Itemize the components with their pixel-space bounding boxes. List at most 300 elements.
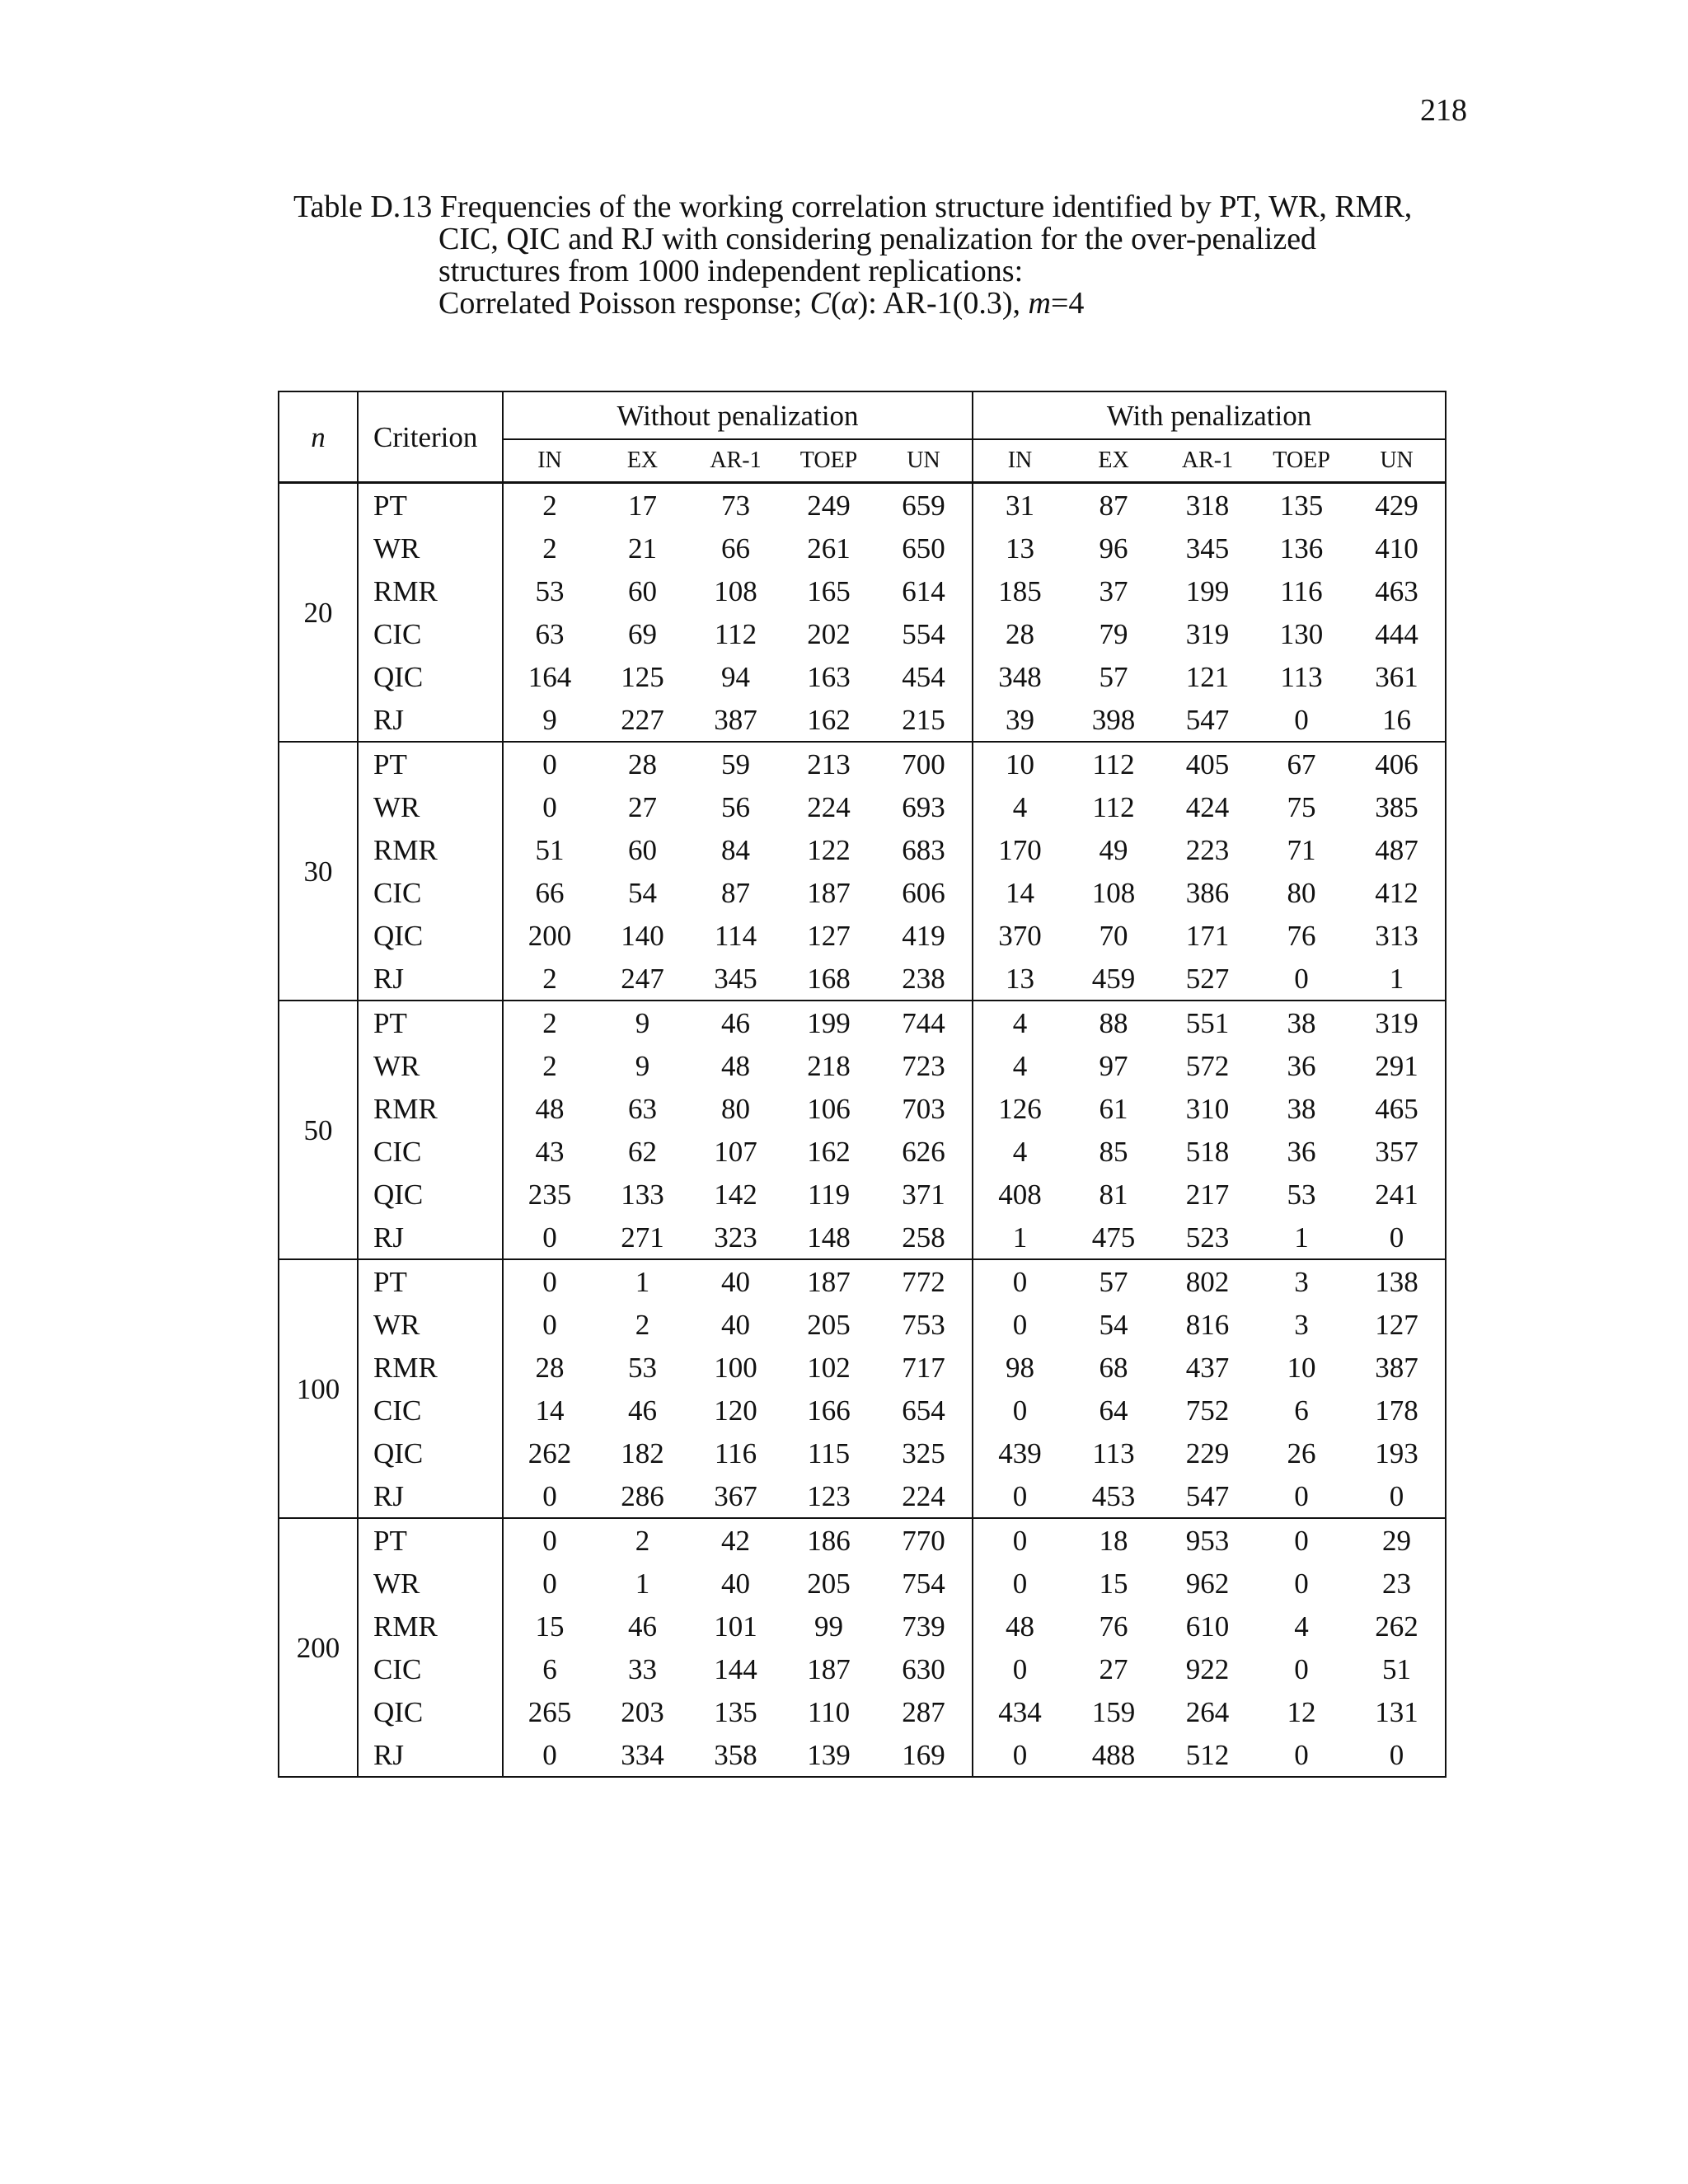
frequency-cell: 1 — [1254, 1216, 1348, 1259]
frequency-cell: 547 — [1160, 698, 1254, 742]
frequency-cell: 357 — [1348, 1130, 1446, 1173]
frequency-cell: 199 — [807, 1006, 851, 1039]
frequency-cell: 408 — [973, 1173, 1067, 1216]
frequency-cell: 434 — [973, 1690, 1067, 1733]
criterion-cell: CIC — [373, 617, 422, 650]
frequency-cell: 168 — [782, 957, 875, 1001]
frequency-cell: 21 — [628, 532, 657, 565]
frequency-cell: 264 — [1185, 1695, 1230, 1728]
frequency-cell: 113 — [1280, 660, 1323, 693]
criterion-header: Criterion — [358, 391, 503, 483]
caption-line-2: CIC, QIC and RJ with considering penalization for the over-penalized — [438, 222, 1317, 256]
frequency-cell: 64 — [1099, 1394, 1128, 1427]
frequency-cell: 0 — [973, 1303, 1067, 1346]
criterion-cell: QIC — [373, 1178, 424, 1211]
frequency-cell: 135 — [1279, 489, 1324, 522]
frequency-cell: 0 — [1348, 1733, 1446, 1777]
frequency-cell: 9 — [503, 698, 596, 742]
frequency-cell: 80 — [721, 1092, 750, 1125]
criterion-cell: PT — [373, 1524, 407, 1557]
frequency-cell: 345 — [689, 957, 782, 1001]
frequency-cell: 262 — [1348, 1605, 1446, 1647]
frequency-cell: 0 — [973, 1474, 1067, 1518]
criterion-cell: QIC — [373, 1695, 424, 1728]
frequency-cell: 119 — [807, 1178, 851, 1211]
frequency-cell: 205 — [807, 1308, 851, 1341]
frequency-cell: 0 — [503, 1259, 596, 1303]
frequency-cell: 10 — [1287, 1351, 1316, 1384]
frequency-cell: 28 — [503, 1346, 596, 1389]
frequency-cell: 96 — [1099, 532, 1128, 565]
table-row — [279, 612, 1446, 655]
sample-size-cell: 100 — [279, 1259, 358, 1518]
column-header-ar1-without: AR-1 — [689, 439, 782, 483]
frequency-cell: 148 — [782, 1216, 875, 1259]
frequency-cell: 135 — [714, 1695, 757, 1728]
frequency-cell: 370 — [973, 914, 1067, 957]
frequency-cell: 14 — [973, 871, 1067, 914]
sample-size-cell: 30 — [279, 742, 358, 1001]
table-row — [279, 1474, 1446, 1518]
frequency-cell: 75 — [1287, 790, 1316, 823]
frequency-cell: 40 — [721, 1308, 750, 1341]
criterion-cell: RJ — [358, 1733, 503, 1777]
frequency-cell: 0 — [1254, 698, 1348, 742]
frequency-cell: 249 — [807, 489, 851, 522]
frequency-cell: 165 — [807, 574, 851, 607]
frequency-table — [278, 391, 1447, 1778]
frequency-cell: 241 — [1348, 1173, 1446, 1216]
frequency-cell: 1 — [635, 1265, 650, 1298]
table-row — [279, 1432, 1446, 1474]
frequency-cell: 51 — [1348, 1647, 1446, 1690]
table-row — [279, 698, 1446, 742]
criterion-cell: WR — [373, 1308, 420, 1341]
frequency-cell: 754 — [902, 1567, 945, 1600]
frequency-cell: 235 — [503, 1173, 596, 1216]
frequency-cell: 71 — [1287, 833, 1316, 866]
frequency-cell: 238 — [875, 957, 973, 1001]
criterion-cell: RJ — [358, 1474, 503, 1518]
frequency-cell: 28 — [628, 748, 657, 780]
column-header-toep-without: TOEP — [782, 439, 875, 483]
column-header-un-without: UN — [875, 439, 973, 483]
criterion-cell: QIC — [373, 660, 424, 693]
frequency-cell: 0 — [1254, 1474, 1348, 1518]
frequency-cell: 15 — [1099, 1567, 1128, 1600]
frequency-cell: 123 — [782, 1474, 875, 1518]
frequency-cell: 68 — [1099, 1351, 1128, 1384]
table-row — [279, 1690, 1446, 1733]
frequency-cell: 59 — [721, 748, 750, 780]
frequency-cell: 0 — [973, 1389, 1067, 1432]
sample-size-cell: 200 — [279, 1518, 358, 1777]
frequency-cell: 261 — [807, 532, 851, 565]
frequency-cell: 0 — [973, 1259, 1067, 1303]
frequency-cell: 66 — [721, 532, 750, 565]
frequency-cell: 133 — [621, 1178, 664, 1211]
frequency-cell: 217 — [1185, 1178, 1230, 1211]
frequency-cell: 13 — [973, 527, 1067, 569]
frequency-cell: 410 — [1348, 527, 1446, 569]
frequency-cell: 54 — [628, 876, 657, 909]
frequency-cell: 87 — [721, 876, 750, 909]
frequency-cell: 99 — [814, 1610, 843, 1643]
frequency-cell: 358 — [689, 1733, 782, 1777]
frequency-cell: 922 — [1185, 1652, 1230, 1685]
frequency-cell: 0 — [973, 1562, 1067, 1605]
frequency-cell: 67 — [1287, 748, 1316, 780]
frequency-cell: 0 — [1254, 1733, 1348, 1777]
frequency-cell: 170 — [973, 828, 1067, 871]
frequency-cell: 13 — [973, 957, 1067, 1001]
frequency-cell: 17 — [628, 489, 657, 522]
frequency-cell: 112 — [1092, 748, 1135, 780]
frequency-cell: 108 — [1091, 876, 1136, 909]
frequency-cell: 36 — [1287, 1135, 1316, 1168]
frequency-cell: 523 — [1160, 1216, 1254, 1259]
frequency-cell: 770 — [902, 1524, 945, 1557]
frequency-cell: 40 — [721, 1265, 750, 1298]
table-row — [279, 1303, 1446, 1346]
frequency-cell: 116 — [1280, 574, 1323, 607]
frequency-cell: 163 — [807, 660, 851, 693]
frequency-cell: 162 — [807, 1135, 851, 1168]
frequency-cell: 323 — [689, 1216, 782, 1259]
frequency-cell: 127 — [1348, 1303, 1446, 1346]
frequency-cell: 164 — [503, 655, 596, 698]
frequency-cell: 57 — [1099, 1265, 1128, 1298]
frequency-cell: 361 — [1348, 655, 1446, 698]
criterion-cell: RMR — [373, 1610, 438, 1643]
frequency-cell: 43 — [503, 1130, 596, 1173]
frequency-cell: 744 — [902, 1006, 945, 1039]
frequency-cell: 37 — [1099, 574, 1128, 607]
frequency-cell: 229 — [1185, 1436, 1230, 1469]
frequency-cell: 114 — [714, 919, 757, 952]
frequency-cell: 126 — [973, 1087, 1067, 1130]
frequency-cell: 10 — [973, 742, 1067, 785]
criterion-cell: QIC — [373, 919, 424, 952]
frequency-cell: 348 — [973, 655, 1067, 698]
frequency-cell: 0 — [503, 1303, 596, 1346]
frequency-cell: 2 — [503, 527, 596, 569]
frequency-cell: 101 — [714, 1610, 757, 1643]
caption-line-3: structures from 1000 independent replications: — [438, 254, 1024, 288]
frequency-cell: 0 — [1294, 1524, 1309, 1557]
frequency-cell: 57 — [1099, 660, 1128, 693]
frequency-cell: 182 — [621, 1436, 664, 1469]
frequency-cell: 453 — [1067, 1474, 1160, 1518]
frequency-cell: 38 — [1287, 1092, 1316, 1125]
frequency-cell: 48 — [503, 1087, 596, 1130]
column-header-ar1-with: AR-1 — [1160, 439, 1254, 483]
frequency-cell: 56 — [721, 790, 750, 823]
criterion-cell: CIC — [373, 1135, 422, 1168]
frequency-cell: 487 — [1348, 828, 1446, 871]
criterion-cell: CIC — [373, 876, 422, 909]
frequency-cell: 102 — [807, 1351, 851, 1384]
frequency-cell: 717 — [902, 1351, 945, 1384]
frequency-cell: 286 — [596, 1474, 689, 1518]
table-row — [279, 1130, 1446, 1173]
frequency-cell: 752 — [1185, 1394, 1230, 1427]
frequency-cell: 444 — [1348, 612, 1446, 655]
table-row — [279, 1562, 1446, 1605]
column-header-toep-with: TOEP — [1254, 439, 1348, 483]
frequency-cell: 108 — [714, 574, 757, 607]
frequency-cell: 1 — [635, 1567, 650, 1600]
frequency-cell: 459 — [1067, 957, 1160, 1001]
frequency-cell: 2 — [503, 483, 596, 527]
frequency-cell: 488 — [1067, 1733, 1160, 1777]
frequency-cell: 49 — [1099, 833, 1128, 866]
frequency-cell: 127 — [807, 919, 851, 952]
frequency-cell: 36 — [1287, 1049, 1316, 1082]
frequency-cell: 654 — [902, 1394, 945, 1427]
frequency-cell: 0 — [503, 785, 596, 828]
frequency-cell: 4 — [973, 785, 1067, 828]
frequency-cell: 76 — [1287, 919, 1316, 952]
criterion-cell: CIC — [373, 1652, 422, 1685]
frequency-cell: 387 — [689, 698, 782, 742]
frequency-cell: 15 — [503, 1605, 596, 1647]
table-row — [279, 1001, 1446, 1044]
table-row — [279, 1173, 1446, 1216]
frequency-cell: 38 — [1287, 1006, 1316, 1039]
frequency-cell: 48 — [973, 1605, 1067, 1647]
frequency-cell: 16 — [1348, 698, 1446, 742]
frequency-cell: 0 — [973, 1518, 1067, 1562]
frequency-cell: 0 — [503, 1216, 596, 1259]
frequency-cell: 614 — [902, 574, 945, 607]
frequency-cell: 63 — [503, 612, 596, 655]
column-header-ex-with: EX — [1067, 439, 1160, 483]
frequency-cell: 46 — [628, 1610, 657, 1643]
table-row — [279, 1647, 1446, 1690]
frequency-cell: 2 — [503, 1044, 596, 1087]
frequency-cell: 23 — [1348, 1562, 1446, 1605]
frequency-cell: 53 — [628, 1351, 657, 1384]
frequency-cell: 962 — [1185, 1567, 1230, 1600]
table-row — [279, 569, 1446, 612]
frequency-cell: 398 — [1067, 698, 1160, 742]
frequency-cell: 0 — [1348, 1216, 1446, 1259]
frequency-cell: 313 — [1348, 914, 1446, 957]
frequency-cell: 18 — [1099, 1524, 1128, 1557]
frequency-cell: 693 — [902, 790, 945, 823]
frequency-cell: 0 — [503, 1733, 596, 1777]
frequency-cell: 112 — [714, 617, 757, 650]
frequency-cell: 2 — [635, 1524, 650, 1557]
criterion-cell: WR — [373, 1049, 420, 1082]
table-caption — [293, 191, 1497, 320]
frequency-cell: 551 — [1185, 1006, 1230, 1039]
criterion-cell: RMR — [373, 1092, 438, 1125]
table-row — [279, 1733, 1446, 1777]
caption-line-1: Table D.13 Frequencies of the working correlation structure identified by PT, WR, RMR, — [293, 190, 1413, 224]
frequency-cell: 6 — [503, 1647, 596, 1690]
table-row — [279, 655, 1446, 698]
frequency-cell: 262 — [503, 1432, 596, 1474]
frequency-cell: 213 — [807, 748, 851, 780]
frequency-cell: 0 — [503, 1518, 596, 1562]
frequency-cell: 650 — [902, 532, 945, 565]
frequency-cell: 291 — [1348, 1044, 1446, 1087]
column-header-in-with: IN — [973, 439, 1067, 483]
frequency-cell: 98 — [973, 1346, 1067, 1389]
frequency-cell: 69 — [628, 617, 657, 650]
frequency-cell: 0 — [1294, 1567, 1309, 1600]
frequency-cell: 1 — [1348, 957, 1446, 1001]
frequency-cell: 125 — [621, 660, 664, 693]
table-row — [279, 527, 1446, 569]
criterion-cell: WR — [373, 532, 420, 565]
frequency-cell: 14 — [503, 1389, 596, 1432]
frequency-cell: 29 — [1348, 1518, 1446, 1562]
frequency-cell: 3 — [1294, 1308, 1309, 1341]
criterion-cell: RJ — [358, 698, 503, 742]
frequency-cell: 171 — [1185, 919, 1230, 952]
frequency-cell: 554 — [902, 617, 945, 650]
frequency-cell: 412 — [1348, 871, 1446, 914]
frequency-cell: 115 — [807, 1436, 851, 1469]
frequency-cell: 385 — [1348, 785, 1446, 828]
frequency-cell: 9 — [635, 1049, 650, 1082]
frequency-cell: 116 — [714, 1436, 757, 1469]
frequency-cell: 187 — [807, 1265, 851, 1298]
frequency-cell: 33 — [628, 1652, 657, 1685]
frequency-cell: 512 — [1160, 1733, 1254, 1777]
frequency-cell: 406 — [1348, 742, 1446, 785]
column-header-ex-without: EX — [596, 439, 689, 483]
table-row — [279, 1216, 1446, 1259]
group-header-with: With penalization — [973, 391, 1446, 439]
frequency-cell: 437 — [1185, 1351, 1230, 1384]
frequency-cell: 0 — [503, 742, 596, 785]
frequency-cell: 318 — [1185, 489, 1230, 522]
frequency-cell: 63 — [628, 1092, 657, 1125]
frequency-cell: 310 — [1185, 1092, 1230, 1125]
frequency-cell: 166 — [807, 1394, 851, 1427]
frequency-cell: 53 — [1287, 1178, 1316, 1211]
frequency-cell: 4 — [973, 1044, 1067, 1087]
frequency-cell: 0 — [503, 1474, 596, 1518]
frequency-cell: 439 — [973, 1432, 1067, 1474]
criterion-cell: RJ — [358, 957, 503, 1001]
frequency-cell: 97 — [1099, 1049, 1128, 1082]
criterion-cell: QIC — [373, 1436, 424, 1469]
frequency-cell: 144 — [714, 1652, 757, 1685]
frequency-cell: 424 — [1185, 790, 1230, 823]
frequency-cell: 94 — [721, 660, 750, 693]
frequency-cell: 121 — [1185, 660, 1230, 693]
criterion-cell: PT — [373, 1265, 407, 1298]
frequency-cell: 81 — [1099, 1178, 1128, 1211]
frequency-cell: 66 — [503, 871, 596, 914]
frequency-cell: 2 — [635, 1308, 650, 1341]
page-number: 218 — [1420, 93, 1467, 128]
frequency-cell: 753 — [902, 1308, 945, 1341]
frequency-cell: 113 — [1092, 1436, 1135, 1469]
frequency-cell: 85 — [1099, 1135, 1128, 1168]
frequency-cell: 319 — [1185, 617, 1230, 650]
frequency-cell: 27 — [1099, 1652, 1128, 1685]
table-row — [279, 483, 1446, 527]
frequency-cell: 31 — [973, 483, 1067, 527]
frequency-cell: 271 — [596, 1216, 689, 1259]
frequency-cell: 9 — [635, 1006, 650, 1039]
table-row — [279, 1346, 1446, 1389]
frequency-cell: 454 — [902, 660, 945, 693]
table-row — [279, 871, 1446, 914]
frequency-cell: 53 — [503, 569, 596, 612]
table-row — [279, 1259, 1446, 1303]
frequency-cell: 61 — [1099, 1092, 1128, 1125]
caption-line-4: Correlated Poisson response; C(α): AR-1(0.3), m=4 — [438, 286, 1085, 321]
frequency-cell: 683 — [902, 833, 945, 866]
column-header-in-without: IN — [503, 439, 596, 483]
column-header-un-with: UN — [1348, 439, 1446, 483]
table-row — [279, 1044, 1446, 1087]
frequency-cell: 626 — [902, 1135, 945, 1168]
frequency-cell: 203 — [621, 1695, 664, 1728]
frequency-cell: 227 — [596, 698, 689, 742]
frequency-cell: 319 — [1348, 1001, 1446, 1044]
frequency-cell: 772 — [902, 1265, 945, 1298]
frequency-cell: 130 — [1279, 617, 1324, 650]
frequency-cell: 51 — [503, 828, 596, 871]
frequency-cell: 953 — [1185, 1524, 1230, 1557]
frequency-cell: 138 — [1348, 1259, 1446, 1303]
frequency-cell: 0 — [1294, 1652, 1309, 1685]
frequency-cell: 723 — [902, 1049, 945, 1082]
frequency-cell: 610 — [1185, 1610, 1230, 1643]
frequency-cell: 46 — [721, 1006, 750, 1039]
criterion-cell: PT — [373, 489, 407, 522]
table-row — [279, 1605, 1446, 1647]
frequency-cell: 120 — [714, 1394, 757, 1427]
frequency-cell: 3 — [1294, 1265, 1309, 1298]
frequency-cell: 387 — [1348, 1346, 1446, 1389]
frequency-cell: 136 — [1279, 532, 1324, 565]
criterion-cell: RMR — [373, 833, 438, 866]
frequency-cell: 112 — [1092, 790, 1135, 823]
frequency-cell: 139 — [782, 1733, 875, 1777]
frequency-cell: 739 — [902, 1610, 945, 1643]
frequency-cell: 367 — [689, 1474, 782, 1518]
frequency-cell: 287 — [902, 1695, 945, 1728]
criterion-cell: WR — [373, 790, 420, 823]
frequency-cell: 345 — [1185, 532, 1230, 565]
frequency-cell: 700 — [902, 748, 945, 780]
frequency-cell: 199 — [1185, 574, 1230, 607]
frequency-cell: 405 — [1185, 748, 1230, 780]
frequency-cell: 62 — [628, 1135, 657, 1168]
criterion-cell: RMR — [373, 574, 438, 607]
criterion-cell: RJ — [358, 1216, 503, 1259]
frequency-cell: 162 — [782, 698, 875, 742]
frequency-cell: 169 — [875, 1733, 973, 1777]
frequency-cell: 84 — [721, 833, 750, 866]
frequency-cell: 0 — [1254, 957, 1348, 1001]
frequency-cell: 142 — [714, 1178, 757, 1211]
frequency-cell: 202 — [807, 617, 851, 650]
frequency-cell: 159 — [1091, 1695, 1136, 1728]
frequency-cell: 572 — [1185, 1049, 1230, 1082]
frequency-cell: 218 — [807, 1049, 851, 1082]
frequency-cell: 178 — [1348, 1389, 1446, 1432]
